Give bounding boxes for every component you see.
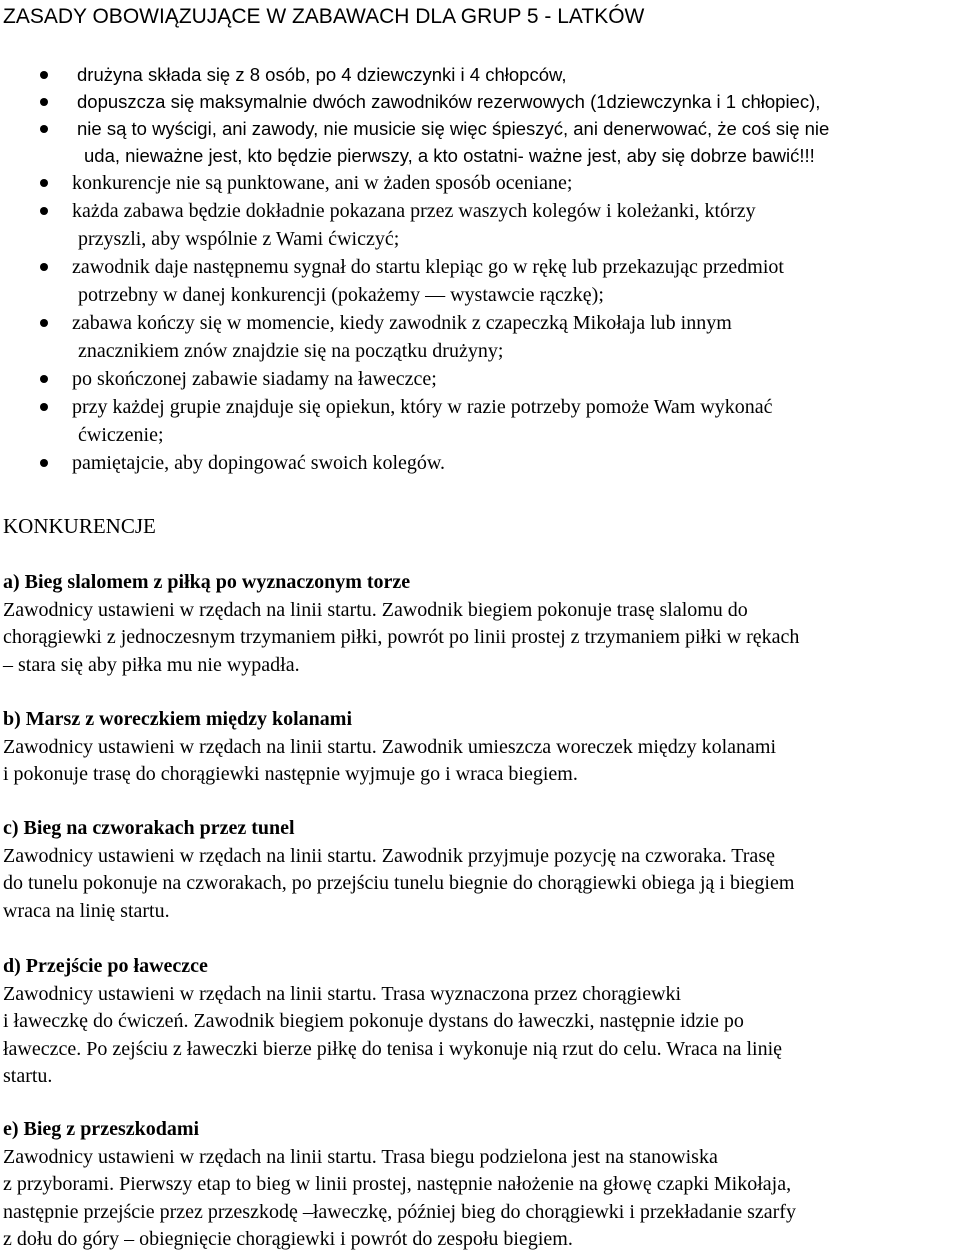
competition-a — [3, 569, 958, 679]
bullet-icon — [40, 403, 48, 411]
list-item — [0, 309, 960, 365]
competition-text: – stara się aby piłka mu nie wypadła. — [3, 653, 300, 676]
rule-text-continued: ćwiczenie; — [78, 424, 164, 446]
competition-title: e) Bieg z przeszkodami — [3, 1118, 200, 1140]
bullet-icon — [40, 179, 48, 187]
rule-text: nie są to wyścigi, ani zawody, nie musicie się więc śpieszyć, ani denerwować, że coś się nie — [77, 118, 830, 139]
rule-text-continued: znacznikiem znów znajdzie się na początku drużyny; — [78, 340, 504, 362]
section-heading-konkurencje: KONKURENCJE — [3, 514, 156, 538]
rule-text: każda zabawa będzie dokładnie pokazana przez waszych kolegów i koleżanki, którzy — [72, 200, 756, 222]
bullet-icon — [40, 71, 48, 79]
list-item — [0, 115, 960, 169]
list-item — [0, 393, 960, 449]
rule-text: konkurencje nie są punktowane, ani w żaden sposób oceniane; — [72, 172, 573, 194]
competition-text: ławeczce. Po zejściu z ławeczki bierze piłkę do tenisa i wykonuje nią rzut do celu. Wraca na linię — [3, 1037, 783, 1060]
competition-text: i ławeczkę do ćwiczeń. Zawodnik biegiem pokonuje dystans do ławeczki, następnie idzie po — [3, 1010, 744, 1033]
competition-title: a) Bieg slalomem z piłką po wyznaczonym torze — [3, 571, 411, 593]
list-item — [0, 449, 960, 477]
competition-text: wraca na linię startu. — [3, 899, 170, 922]
rule-text: pamiętajcie, aby dopingować swoich kolegów. — [72, 452, 446, 474]
bullet-icon — [40, 125, 48, 133]
competition-text: następnie przejście przez przeszkodę –ławeczkę, później bieg do chorągiewki i przekładanie szarfy — [3, 1200, 796, 1223]
competition-d — [3, 953, 958, 1091]
competition-title: d) Przejście po ławeczce — [3, 955, 208, 977]
competition-text: startu. — [3, 1065, 53, 1088]
rule-text: drużyna składa się z 8 osób, po 4 dziewczynki i 4 chłopców, — [77, 64, 567, 85]
competition-e — [3, 1116, 958, 1254]
competition-c — [3, 815, 958, 925]
rule-text: przy każdej grupie znajduje się opiekun, który w razie potrzeby pomoże Wam wykonać — [72, 396, 773, 418]
competition-text: do tunelu pokonuje na czworakach, po przejściu tunelu biegnie do chorągiewki obiega ją i biegiem — [3, 872, 795, 895]
list-item — [0, 61, 960, 88]
bullet-icon — [40, 459, 48, 467]
list-item — [0, 197, 960, 253]
rule-text: dopuszcza się maksymalnie dwóch zawodników rezerwowych (1dziewczynka i 1 chłopiec), — [77, 91, 821, 112]
bullet-icon — [40, 319, 48, 327]
competition-text: z przyborami. Pierwszy etap to bieg w linii prostej, następnie nałożenie na głowę czapki Mikołaja, — [3, 1173, 792, 1196]
rule-text-continued: uda, nieważne jest, kto będzie pierwszy, a kto ostatni- ważne jest, aby się dobrze bawić!!! — [84, 145, 815, 166]
competition-text: Zawodnicy ustawieni w rzędach na linii startu. Trasa wyznaczona przez chorągiewki — [3, 982, 682, 1005]
bullet-icon — [40, 207, 48, 215]
bullet-icon — [40, 263, 48, 271]
list-item — [0, 169, 960, 197]
competition-title: b) Marsz z woreczkiem między kolanami — [3, 708, 352, 730]
competition-text: chorągiewki z jednoczesnym trzymaniem piłki, powrót po linii prostej z trzymaniem piłki w rękach — [3, 626, 800, 649]
rule-text: po skończonej zabawie siadamy na ławeczce; — [72, 368, 437, 390]
competition-text: Zawodnicy ustawieni w rzędach na linii startu. Zawodnik umieszcza woreczek między kolanami — [3, 735, 777, 758]
list-item — [0, 253, 960, 309]
competition-text: Zawodnicy ustawieni w rzędach na linii startu. Zawodnik biegiem pokonuje trasę slalomu do — [3, 598, 748, 621]
list-item — [0, 88, 960, 115]
competition-text: z dołu do góry – obiegnięcie chorągiewki i powrót do zespołu biegiem. — [3, 1228, 573, 1251]
rule-text-continued: potrzebny w danej konkurencji (pokażemy — wystawcie rączkę); — [78, 284, 604, 306]
rule-text: zabawa kończy się w momencie, kiedy zawodnik z czapeczką Mikołaja lub innym — [72, 312, 732, 334]
competition-b — [3, 706, 958, 789]
bullet-icon — [40, 98, 48, 106]
rule-text-continued: przyszli, aby wspólnie z Wami ćwiczyć; — [78, 228, 400, 250]
rule-text: zawodnik daje następnemu sygnał do startu klepiąc go w rękę lub przekazując przedmiot — [72, 256, 784, 278]
competition-title: c) Bieg na czworakach przez tunel — [3, 817, 295, 839]
page-title: ZASADY OBOWIĄZUJĄCE W ZABAWACH DLA GRUP 5 - LATKÓW — [3, 5, 645, 28]
competition-text: Zawodnicy ustawieni w rzędach na linii startu. Trasa biegu podzielona jest na stanowiska — [3, 1145, 718, 1168]
list-item — [0, 365, 960, 393]
competition-text: i pokonuje trasę do chorągiewki następnie wyjmuje go i wraca biegiem. — [3, 763, 578, 786]
rules-list — [0, 61, 960, 477]
bullet-icon — [40, 375, 48, 383]
competition-text: Zawodnicy ustawieni w rzędach na linii startu. Zawodnik przyjmuje pozycję na czworaka. Trasę — [3, 844, 775, 867]
